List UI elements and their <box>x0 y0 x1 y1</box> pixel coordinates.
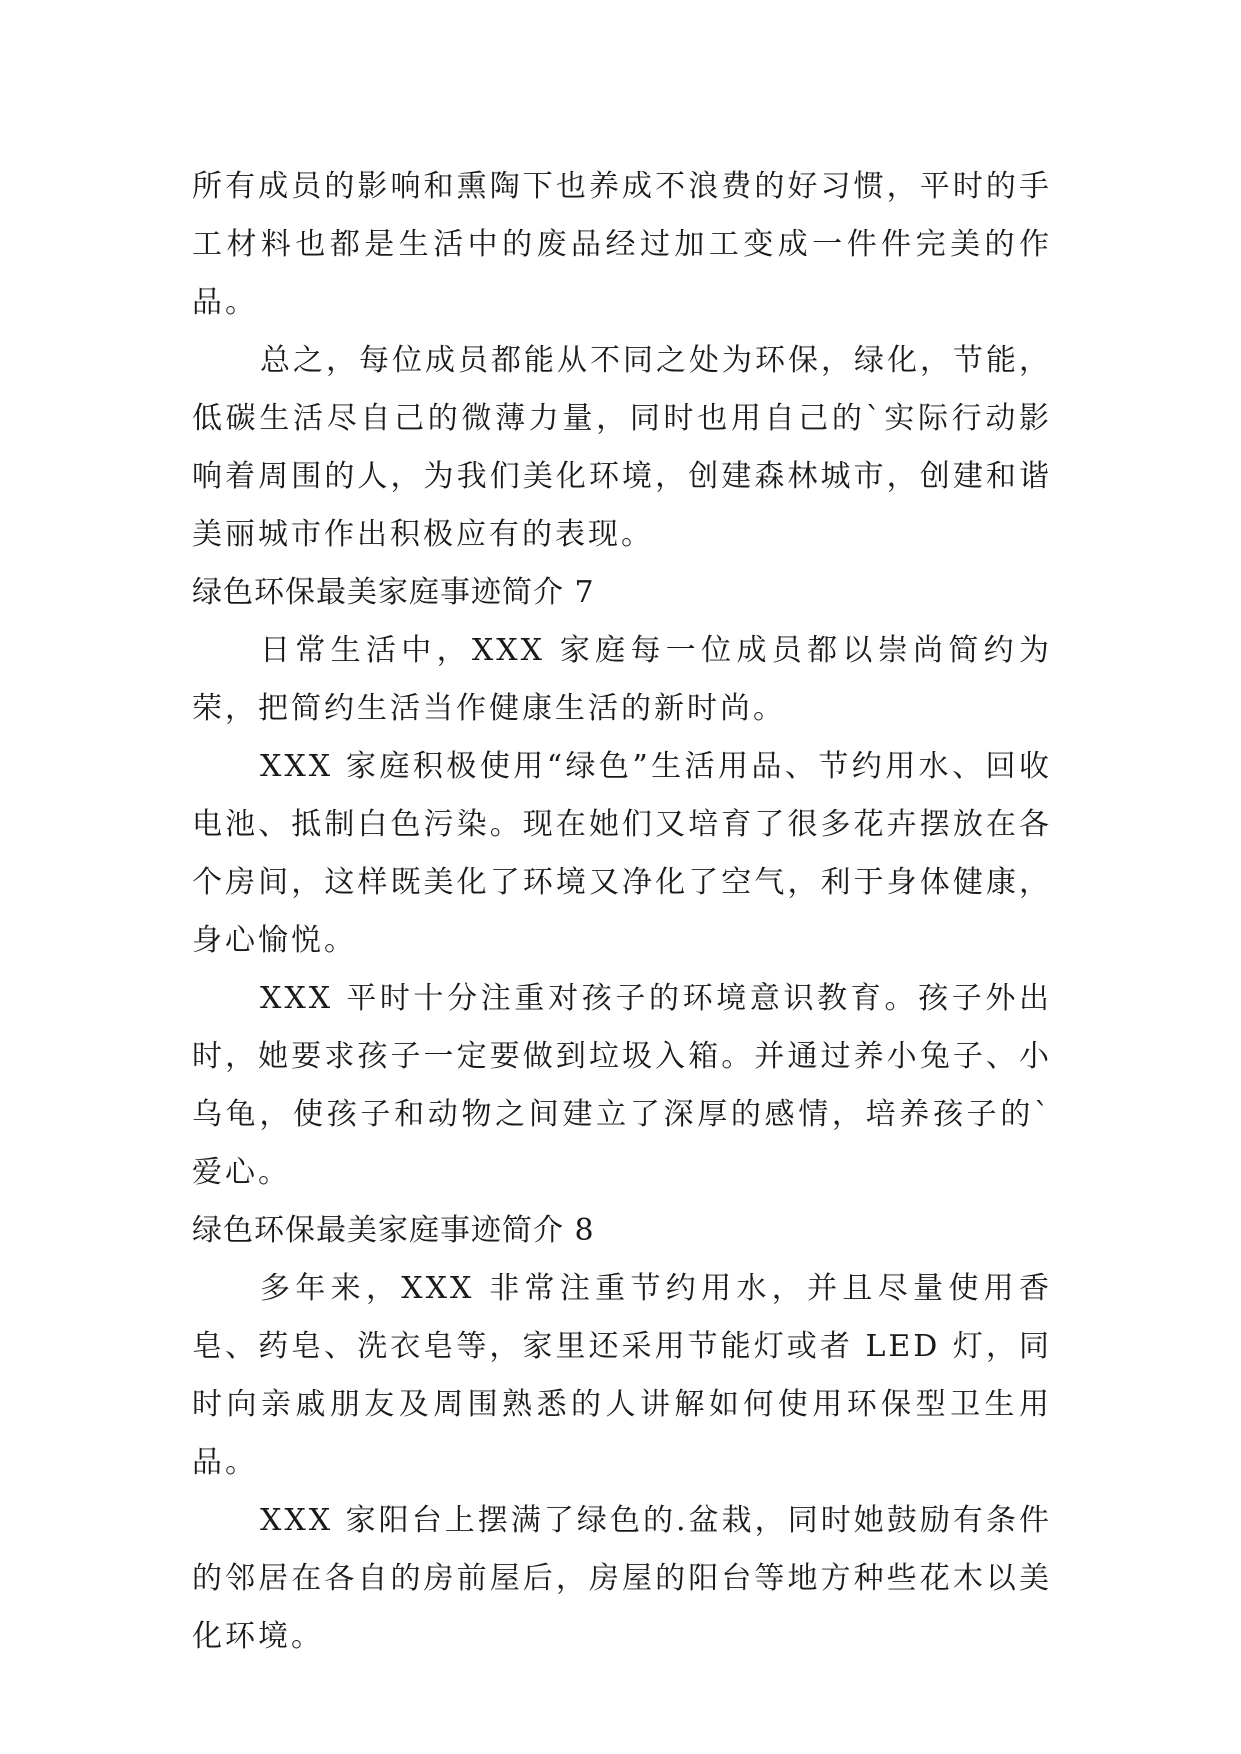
document-body <box>192 158 1052 1666</box>
paragraph: 多年来，XXX 非常注重节约用水，并且尽量使用香皂、药皂、洗衣皂等，家里还采用节能灯或者 LED 灯，同时向亲戚朋友及周围熟悉的人讲解如何使用环保型卫生用品。 <box>192 1271 1052 1480</box>
section-heading: 绿色环保最美家庭事迹简介 7 <box>192 575 595 610</box>
paragraph: XXX 家阳台上摆满了绿色的.盆栽，同时她鼓励有条件的邻居在各自的房前屋后，房屋的阳台等地方种些花木以美化环境。 <box>192 1503 1052 1654</box>
section-heading: 绿色环保最美家庭事迹简介 8 <box>192 1213 595 1248</box>
paragraph: 所有成员的影响和熏陶下也养成不浪费的好习惯，平时的手工材料也都是生活中的废品经过加工变成一件件完美的作品。 <box>192 169 1052 320</box>
paragraph: 日常生活中，XXX 家庭每一位成员都以崇尚简约为荣，把简约生活当作健康生活的新时尚。 <box>192 633 1052 726</box>
paragraph: XXX 家庭积极使用“绿色”生活用品、节约用水、回收电池、抵制白色污染。现在她们又培育了很多花卉摆放在各个房间，这样既美化了环境又净化了空气，利于身体健康，身心愉悦。 <box>192 749 1052 958</box>
paragraph: XXX 平时十分注重对孩子的环境意识教育。孩子外出时，她要求孩子一定要做到垃圾入箱。并通过养小兔子、小乌龟，使孩子和动物之间建立了深厚的感情，培养孩子的`爱心。 <box>192 981 1052 1190</box>
paragraph: 总之，每位成员都能从不同之处为环保，绿化，节能，低碳生活尽自己的微薄力量，同时也用自己的`实际行动影响着周围的人，为我们美化环境，创建森林城市，创建和谐美丽城市作出积极应有的表现。 <box>192 343 1052 552</box>
